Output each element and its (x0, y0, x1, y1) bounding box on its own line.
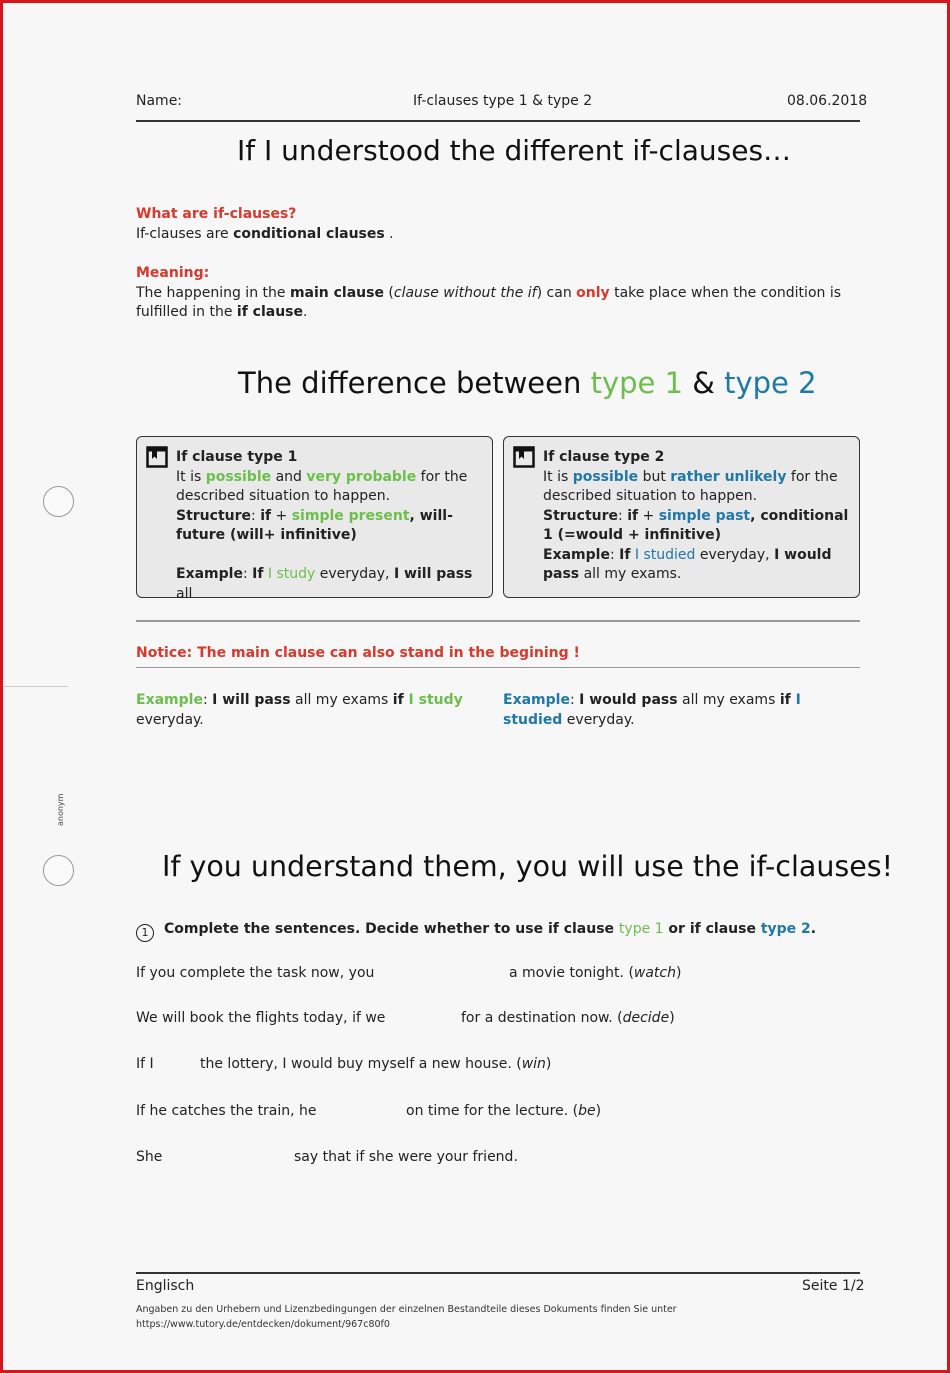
box2-example-end: all my exams. (579, 566, 682, 582)
box1-l1b: and (271, 468, 307, 485)
difference-amp: & (683, 366, 725, 400)
sentence-2-rest: for a destination now. ( (461, 1010, 623, 1026)
difference-type2: type 2 (724, 366, 817, 400)
meaning-section (136, 264, 862, 323)
task-instruction (136, 921, 816, 942)
fold-mark (4, 686, 68, 687)
punch-hole-top (43, 486, 74, 517)
sentence-1-end (509, 965, 681, 981)
bookmark-icon (146, 446, 168, 468)
box-type1-example (176, 565, 486, 604)
box-type1-desc (176, 468, 486, 507)
box2-rather-unlikely: rather unlikely (670, 468, 787, 485)
box1-example-will-pass: I will pass (393, 566, 473, 582)
box2-possible: possible (572, 468, 639, 485)
punch-hole-bottom (43, 855, 74, 886)
what-text-pre: If-clauses are (136, 225, 234, 242)
box2-structure-rest: , conditional 1 (=would + infinitive) (543, 507, 849, 543)
notice-top-rule (136, 620, 860, 622)
box1-example-text: everyday, (315, 566, 394, 582)
difference-type1: type 1 (590, 366, 684, 400)
box1-example-label: Example (176, 566, 243, 582)
ex1-text: all my exams (290, 692, 393, 708)
meaning-t1: The happening in the (136, 284, 290, 301)
sentence-3-end (200, 1056, 551, 1072)
box1-structure-label: Structure (176, 507, 252, 524)
what-text (136, 225, 860, 245)
box-type2-desc (543, 468, 853, 507)
sentence-3-verb: win (521, 1056, 546, 1072)
what-section (136, 205, 860, 244)
sentence-1-start: If you complete the task now, you (136, 965, 375, 981)
task-type1: type 1 (618, 921, 664, 937)
sentence-2-verb: decide (622, 1010, 670, 1026)
box2-structure-label: Structure (543, 507, 619, 524)
meaning-heading: Meaning: (136, 265, 210, 281)
box1-example-colon: : (242, 566, 253, 582)
meaning-t4: take place when the condition is fulfilled in the (136, 284, 842, 320)
task-type2: type 2 (760, 921, 811, 937)
box2-example-label: Example (543, 546, 610, 563)
ex1-if: if (392, 692, 404, 708)
sentence-2-close: ) (669, 1010, 675, 1026)
ex2-if: if (779, 692, 791, 708)
ex1-label: Example (136, 692, 203, 708)
ex2-colon: : (569, 692, 580, 708)
meaning-t5: . (303, 304, 308, 320)
box2-structure-plus: + (638, 507, 659, 524)
footer-note-link[interactable]: https://www.tutory.de/entdecken/dokument/967c80f0 (136, 1319, 390, 1330)
box1-l1a: It is (176, 468, 206, 485)
box2-structure-colon: : (618, 507, 628, 524)
name-label: Name: (136, 93, 183, 109)
ex2-end: everyday. (562, 712, 635, 728)
task-text: Complete the sentences. Decide whether to use if clause (164, 921, 619, 937)
sentence-4-close: ) (595, 1103, 602, 1119)
header-date: 08.06.2018 (787, 93, 868, 109)
bookmark-icon (513, 446, 535, 468)
ex1-end: everyday. (136, 712, 204, 728)
box-type2 (503, 436, 860, 598)
box1-example-end: all (176, 585, 193, 602)
header-rule (136, 120, 860, 122)
box-type1-structure (176, 507, 486, 546)
second-title: If you understand them, you will use the if-clauses! (162, 850, 894, 883)
example-type1 (136, 690, 466, 730)
box2-l1c: for the described situation to happen. (543, 468, 838, 504)
meaning-b2: if clause (236, 304, 303, 320)
box2-l1a: It is (543, 468, 573, 485)
meaning-r1: only (576, 284, 610, 301)
box-type2-text (543, 448, 853, 585)
sentence-3-close: ) (545, 1056, 552, 1072)
box2-example-colon: : (609, 546, 620, 563)
difference-heading (238, 366, 817, 400)
task-number: 1 (136, 924, 154, 942)
box1-structure-rest: , will- future (will+ infinitive) (176, 507, 453, 543)
task-dot: . (810, 921, 817, 937)
notice-text: Notice: The main clause can also stand in the begining ! (136, 645, 580, 661)
footer-note-line1: Angaben zu den Urhebern und Lizenzbedingungen der einzelnen Bestandteile dieses Dokuments finden Sie unter (136, 1304, 677, 1315)
sentence-2-end (461, 1010, 675, 1026)
footer-rule (136, 1272, 860, 1274)
box-type1-title: If clause type 1 (176, 449, 298, 465)
ex1-study: I study (403, 692, 463, 708)
sentence-3-rest: the lottery, I would buy myself a new house. ( (200, 1056, 522, 1072)
footer-page: Seite 1/2 (802, 1278, 865, 1294)
box2-simple-past: simple past (658, 507, 751, 524)
ex1-colon: : (202, 692, 213, 708)
ex2-label: Example (503, 692, 570, 708)
box1-possible: possible (205, 468, 272, 485)
ex1-will-pass: I will pass (212, 692, 291, 708)
box1-example-study: I study (263, 566, 316, 582)
box2-structure-if: if (627, 507, 639, 524)
page-title: If I understood the different if-clauses… (237, 134, 792, 167)
sentence-3-start: If I (136, 1056, 154, 1072)
sentence-4-rest: on time for the lecture. ( (406, 1103, 579, 1119)
meaning-b1: main clause (289, 284, 384, 301)
sentence-4-verb: be (578, 1103, 596, 1119)
sentence-1-close: ) (676, 965, 682, 981)
footer-note (136, 1302, 736, 1332)
box2-example-studied: I studied (630, 546, 696, 563)
box1-structure-colon: : (251, 507, 261, 524)
meaning-t3: ) can (536, 284, 577, 301)
difference-pre: The difference between (238, 366, 591, 400)
sentence-5-start: She (136, 1149, 163, 1165)
box2-example-text: everyday, (695, 546, 775, 563)
what-heading: What are if-clauses? (136, 206, 297, 222)
sentence-4-end (406, 1103, 601, 1119)
ex2-would-pass: I would pass (579, 692, 678, 708)
meaning-i1: clause without the if (393, 284, 537, 301)
box1-structure-plus: + (271, 507, 292, 524)
box-type1-text (176, 448, 486, 604)
sentence-2-start: We will book the flights today, if we (136, 1010, 386, 1026)
sentence-1-rest: a movie tonight. ( (509, 965, 634, 981)
meaning-t2: ( (383, 284, 394, 301)
what-text-post: . (384, 225, 394, 242)
box1-very-probable: very probable (306, 468, 417, 485)
box2-l1b: but (638, 468, 671, 485)
sentence-4-start: If he catches the train, he (136, 1103, 317, 1119)
box-type2-structure (543, 507, 853, 546)
ex2-text: all my exams (677, 692, 780, 708)
box1-l1c: for the described situation to happen. (176, 468, 468, 504)
sentence-1-verb: watch (633, 965, 676, 981)
side-label: anonym (56, 793, 65, 826)
task-or: or if clause (663, 921, 761, 937)
ex2-studied: I studied (503, 692, 801, 728)
box-type1 (136, 436, 493, 602)
box1-example-if: If (252, 566, 264, 582)
what-text-bold: conditional clauses (233, 225, 385, 242)
header-subject: If-clauses type 1 & type 2 (413, 93, 593, 109)
meaning-text (136, 284, 862, 323)
sentence-5-rest: say that if she were your friend. (294, 1149, 518, 1165)
box-type2-example (543, 546, 853, 585)
box1-simple-present: simple present (291, 507, 410, 524)
notice-bottom-rule (136, 667, 860, 668)
box1-structure-if: if (260, 507, 272, 524)
box2-example-would-pass: I would pass (543, 546, 832, 582)
box-type2-title: If clause type 2 (543, 449, 665, 465)
example-type2 (503, 690, 843, 730)
box2-example-if: If (619, 546, 631, 563)
footer-subject: Englisch (136, 1278, 195, 1294)
